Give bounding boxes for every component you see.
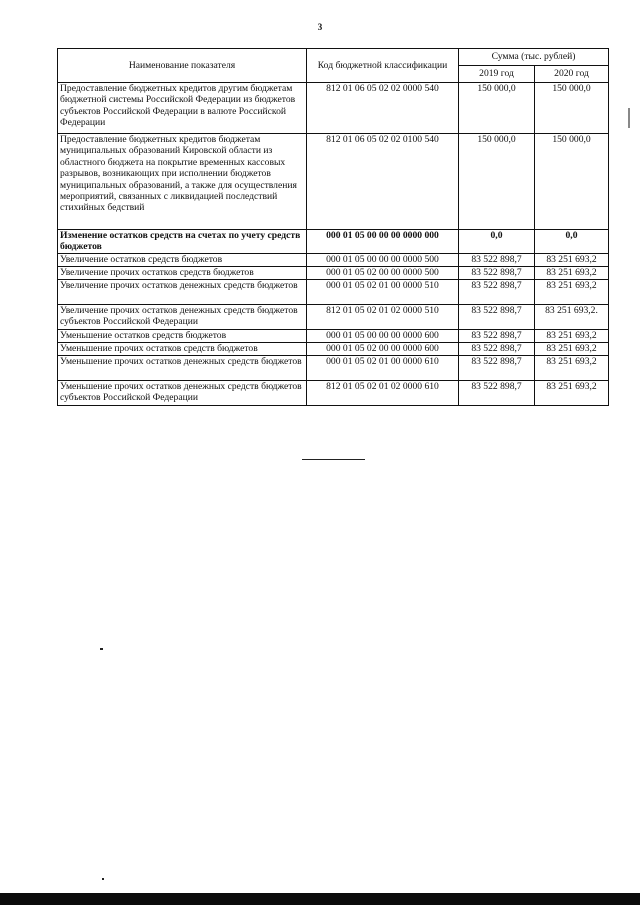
row-indicator-name: Уменьшение прочих остатков денежных средств бюджетов	[58, 355, 307, 380]
table-row	[58, 304, 609, 329]
header-sum: Сумма (тыс. рублей)	[459, 49, 609, 66]
table-body	[58, 83, 609, 406]
table-header-row	[58, 49, 609, 66]
scan-speck	[102, 878, 104, 880]
row-value-2020: 83 251 693,2	[535, 266, 609, 279]
row-budget-code: 000 01 05 00 00 00 0000 600	[307, 329, 459, 342]
row-indicator-name: Изменение остатков средств на счетах по учету средств бюджетов	[58, 230, 307, 254]
row-budget-code: 000 01 05 02 01 00 0000 610	[307, 355, 459, 380]
row-value-2020: 83 251 693,2	[535, 355, 609, 380]
row-value-2019: 150 000,0	[459, 134, 535, 230]
scan-edge-mark	[628, 108, 630, 128]
row-value-2020: 0,0	[535, 230, 609, 254]
row-value-2019: 150 000,0	[459, 83, 535, 134]
row-value-2019: 83 522 898,7	[459, 253, 535, 266]
row-value-2019: 83 522 898,7	[459, 266, 535, 279]
row-indicator-name: Увеличение остатков средств бюджетов	[58, 253, 307, 266]
table-row	[58, 380, 609, 405]
row-budget-code: 812 01 06 05 02 02 0100 540	[307, 134, 459, 230]
scan-bottom-band	[0, 893, 640, 905]
row-budget-code: 000 01 05 00 00 00 0000 000	[307, 230, 459, 254]
table-row	[58, 253, 609, 266]
header-indicator: Наименование показателя	[58, 49, 307, 83]
row-indicator-name: Уменьшение прочих остатков средств бюджетов	[58, 342, 307, 355]
row-budget-code: 812 01 05 02 01 02 0000 510	[307, 304, 459, 329]
table-row	[58, 134, 609, 230]
page-number: 3	[317, 22, 323, 32]
row-budget-code: 000 01 05 02 00 00 0000 600	[307, 342, 459, 355]
row-value-2019: 83 522 898,7	[459, 342, 535, 355]
row-value-2020: 83 251 693,2	[535, 279, 609, 304]
row-indicator-name: Предоставление бюджетных кредитов бюджетам муниципальных образований Кировской области из областного бюджета на покрытие временных кассовых разрывов, возникающих при исполнении бюджетов муниципальных образований, а также для осуществления мероприятий, связанных с ликвидацией последствий стихийных бедствий	[58, 134, 307, 230]
row-value-2020: 83 251 693,2	[535, 380, 609, 405]
row-budget-code: 000 01 05 00 00 00 0000 500	[307, 253, 459, 266]
header-year-2020: 2020 год	[535, 66, 609, 83]
scan-speck	[100, 648, 103, 650]
row-indicator-name: Предоставление бюджетных кредитов другим бюджетам бюджетной системы Российской Федерации из бюджетов субъектов Российской Федерации в валюте Российской Федерации	[58, 83, 307, 134]
row-budget-code: 812 01 06 05 02 02 0000 540	[307, 83, 459, 134]
row-value-2019: 83 522 898,7	[459, 279, 535, 304]
row-indicator-name: Увеличение прочих остатков денежных средств бюджетов субъектов Российской Федерации	[58, 304, 307, 329]
row-value-2019: 83 522 898,7	[459, 355, 535, 380]
row-value-2020: 83 251 693,2.	[535, 304, 609, 329]
row-budget-code: 000 01 05 02 01 00 0000 510	[307, 279, 459, 304]
table-row	[58, 329, 609, 342]
row-budget-code: 000 01 05 02 00 00 0000 500	[307, 266, 459, 279]
row-value-2020: 83 251 693,2	[535, 329, 609, 342]
header-year-2019: 2019 год	[459, 66, 535, 83]
table-row	[58, 279, 609, 304]
row-value-2020: 83 251 693,2	[535, 253, 609, 266]
row-value-2019: 83 522 898,7	[459, 380, 535, 405]
table-row	[58, 230, 609, 254]
table-row	[58, 342, 609, 355]
row-value-2019: 0,0	[459, 230, 535, 254]
header-code: Код бюджетной классификации	[307, 49, 459, 83]
row-indicator-name: Увеличение прочих остатков денежных средств бюджетов	[58, 279, 307, 304]
row-value-2019: 83 522 898,7	[459, 304, 535, 329]
table-row	[58, 266, 609, 279]
row-value-2020: 150 000,0	[535, 134, 609, 230]
row-value-2020: 150 000,0	[535, 83, 609, 134]
table-row	[58, 83, 609, 134]
end-of-table-rule	[302, 459, 365, 460]
row-indicator-name: Увеличение прочих остатков средств бюджетов	[58, 266, 307, 279]
row-value-2019: 83 522 898,7	[459, 329, 535, 342]
row-value-2020: 83 251 693,2	[535, 342, 609, 355]
table-row	[58, 355, 609, 380]
row-indicator-name: Уменьшение остатков средств бюджетов	[58, 329, 307, 342]
row-budget-code: 812 01 05 02 01 02 0000 610	[307, 380, 459, 405]
row-indicator-name: Уменьшение прочих остатков денежных средств бюджетов субъектов Российской Федерации	[58, 380, 307, 405]
budget-sources-table	[57, 48, 609, 406]
